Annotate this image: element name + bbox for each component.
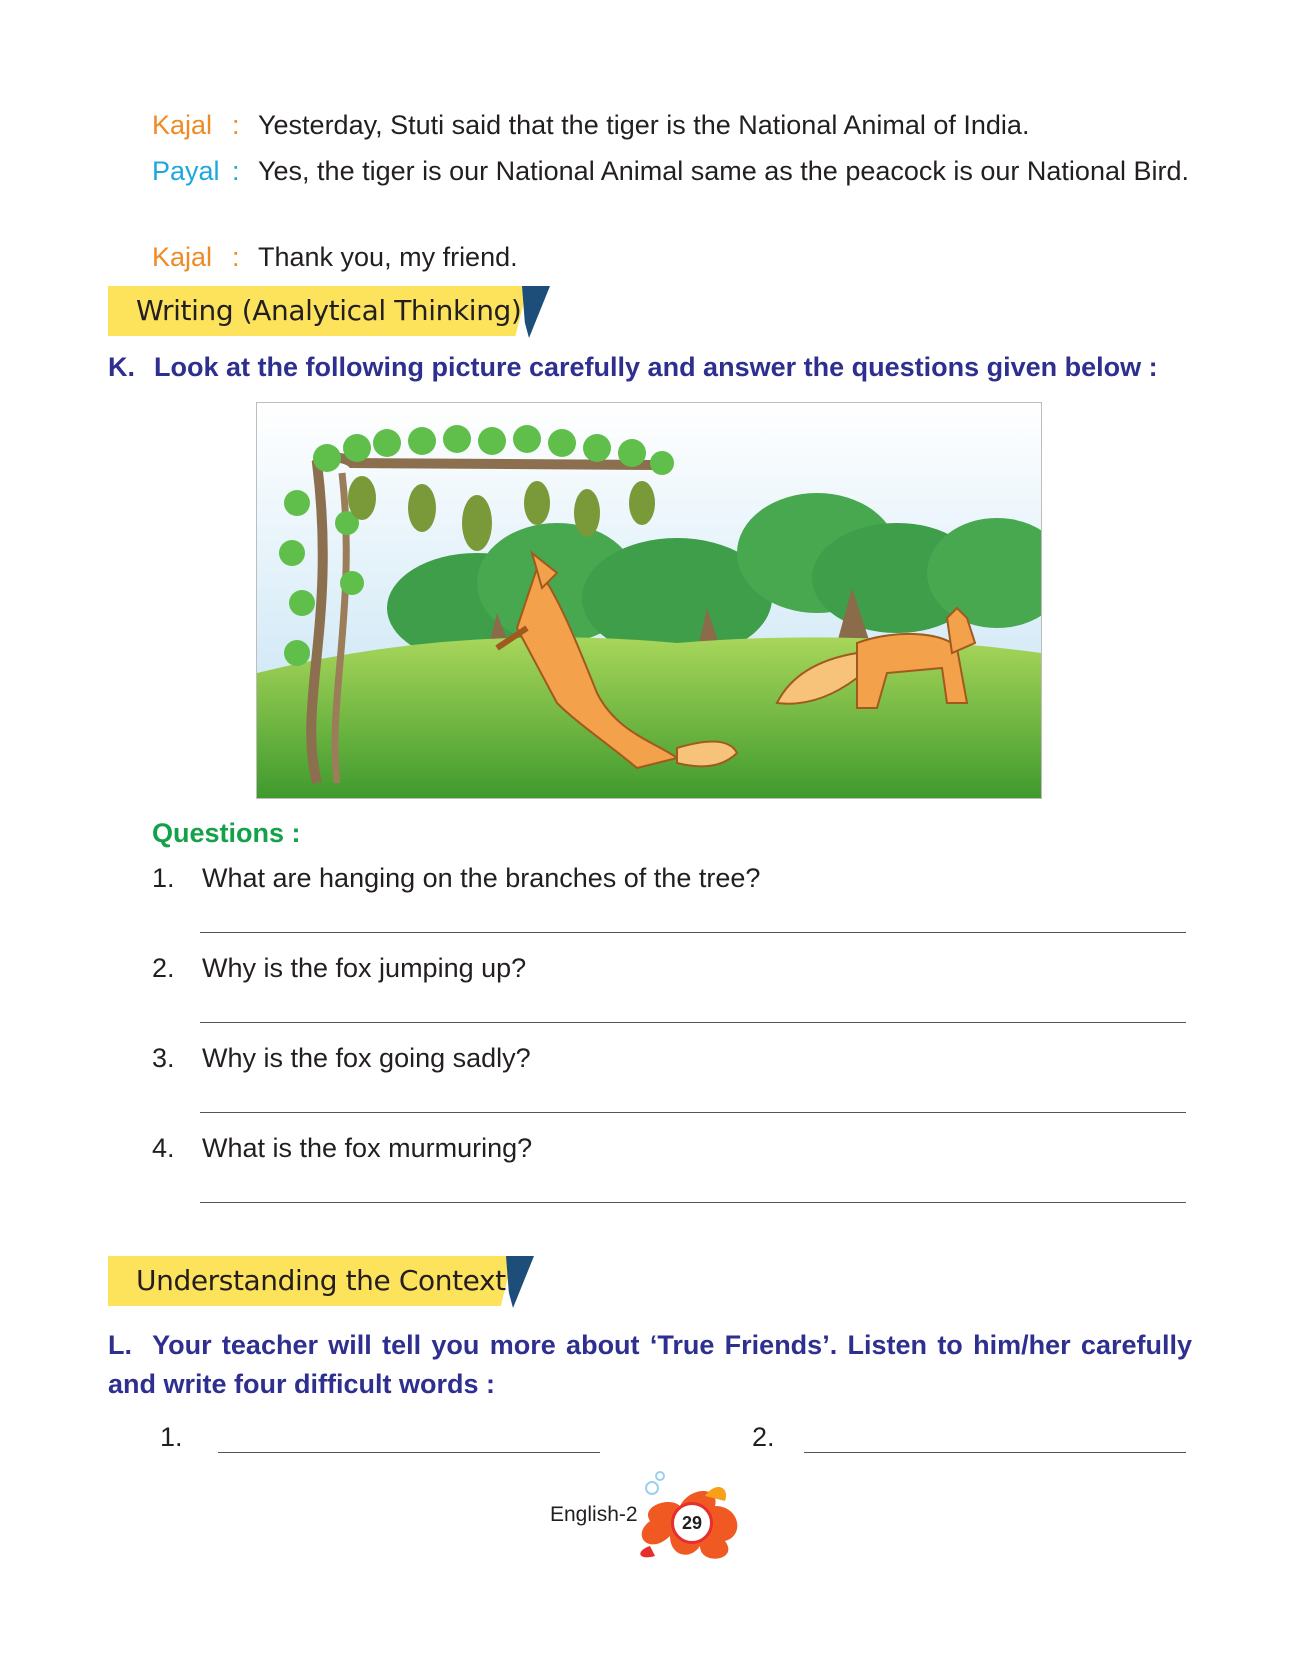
page-number: 29 [671,1502,713,1544]
dialogue-line [152,238,1192,278]
question-number: 3. [152,1043,175,1073]
instruction-label: L. [108,1330,132,1360]
footer-book-title: English-2 [550,1503,638,1526]
dialogue-line [152,152,1192,232]
speaker-colon: : [232,242,240,272]
speaker-name: Payal [152,156,220,186]
question-text: Why is the fox going sadly? [202,1043,531,1073]
dialogue-text: Yesterday, Stuti said that the tiger is the National Animal of India. [258,110,1030,140]
banner-flag [522,286,550,338]
word-number: 1. [160,1422,183,1452]
word-blank[interactable] [804,1452,1186,1453]
answer-line[interactable] [200,932,1186,933]
section-title: Writing (Analytical Thinking) [136,294,522,327]
answer-line[interactable] [200,1022,1186,1023]
question-number: 2. [152,953,175,983]
banner-flag [506,1256,534,1308]
instruction-text: Your teacher will tell you more about ‘True Friends’. Listen to him/her carefully and write four difficult words : [108,1330,1192,1399]
speaker-name: Kajal [152,242,213,272]
answer-line[interactable] [200,1202,1186,1203]
dialogue-text: Thank you, my friend. [258,242,518,272]
speaker-colon: : [232,110,240,140]
section-heading-context [108,1256,533,1308]
section-heading-writing [108,286,548,338]
word-blank[interactable] [218,1452,600,1453]
question-text: Why is the fox jumping up? [202,953,527,983]
instruction-l [108,1326,1192,1404]
fox-and-grapes-picture [256,402,1042,799]
question-text: What are hanging on the branches of the tree? [202,863,761,893]
dialogue-line [152,106,1192,146]
questions-heading: Questions : [152,818,301,848]
instruction-text: Look at the following picture carefully and answer the questions given below : [154,352,1158,382]
word-number: 2. [752,1422,775,1452]
fox-grapes-illustration [257,403,1041,798]
question-text: What is the fox murmuring? [202,1133,533,1163]
speaker-name: Kajal [152,110,213,140]
answer-line[interactable] [200,1112,1186,1113]
question-number: 1. [152,863,175,893]
section-title: Understanding the Context [136,1264,506,1297]
speaker-colon: : [232,156,240,186]
instruction-k [108,348,1192,387]
instruction-label: K. [108,352,135,382]
dialogue-text: Yes, the tiger is our National Animal same as the peacock is our National Bird. [258,156,1189,186]
question-number: 4. [152,1133,175,1163]
